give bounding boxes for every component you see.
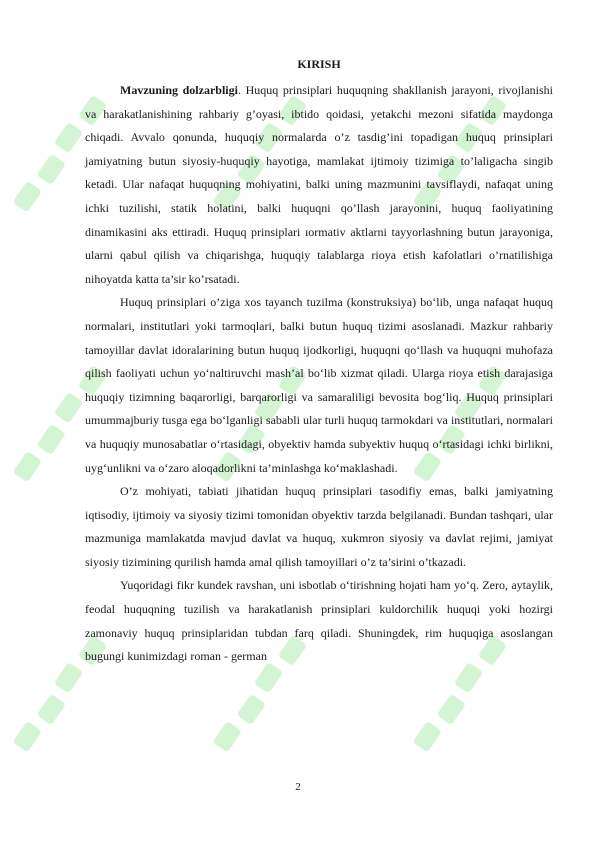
watermark-block — [212, 721, 242, 753]
paragraph-text: Huquq prinsiplari o’ziga xos tayanch tuzilma (konstruksiya) bo‘lib, unga nafaqat huquq normalari, institutlari yoki tarmoqlari, balki butun huquq tizimi asoslanadi. Mazkur rahbariy tamoyillar davlat idoralarining butun huquq ijodkorligi, huquqni qo‘llash va huquqni muhofaza qilish faoliyati uchun yo‘naltiruvchi mash’al bo‘lib xizmat qiladi. Ularga rioya etish darajasiga huquqiy tizimning baqarorligi, barqarorligi va samaraliligi bevosita bog‘liq. Huquq prinsiplari umummajburiy tusga ega bo‘lganligi sababli ular turli huquq tarmokdari va institutlari, normalari va huquqiy munosabatlar o‘rtasidagi, obyektiv hamda subyektiv huquq o‘rtasidagi ichki birlikni, uyg‘unlikni va o‘zaro aloqadorlikni ta’minlashga ko‘maklashadi. — [85, 295, 553, 475]
watermark-block — [36, 154, 66, 186]
watermark-block — [436, 694, 466, 726]
watermark-block — [54, 122, 84, 154]
document-page — [85, 56, 553, 669]
watermark-block — [12, 721, 42, 753]
paragraph-text: . Huquq prinsiplari huquqning shakllanish jarayoni, rivojlanishi va harakatlanishining rahbariy g’oyasi, ibtido qoidasi, yetakchi mezoni sifatida maydonga chiqadi. Avvalo qonunda, huquqiy normalarda o’z tasdig’ini topadigan huquq prinsiplari jamiyatning butun siyosiy-huquqiy hayotiga, mamlakat ijtimoiy tizimiga to’laligacha singib ketadi. Ular nafaqat huquqning mohiyatini, balki uning mazmunini tavsiflaydi, nafaqat uning ichki tuzilishi, statik holatini, balki huquqni qo’llash jarayonini, huquq faoliyatining dinamikasini aks ettiradi. Huquq prinsiplari ıormativ aktlarni tayyorlashning butun jarayoniga, ularni qabul qilish va chiqarishga, huquqiy talablarga rioya etish kafolatlari o’rnatilishiga nihoyatda katta ta’sir ko’rsatadi. — [85, 83, 554, 286]
watermark-block — [36, 424, 66, 456]
paragraph-history — [85, 574, 553, 668]
watermark-block — [12, 451, 42, 483]
watermark-block — [12, 181, 42, 213]
watermark-block — [54, 392, 84, 424]
paragraph-nature — [85, 480, 553, 574]
page-title: KIRISH — [297, 57, 341, 71]
watermark-block — [236, 694, 266, 726]
paragraph-text: Yuqoridagi fikr kundek ravshan, uni isbotlab o‘tirishning hojati ham yo‘q. Zero, aytaylik, feodal huquqning tuzilish va harakatlanish prinsiplari kuldorchilik huquqi yoki hozirgi zamonaviy huquq prinsiplaridan tubdan farq qiladi. Shuningdek, rim huquqiga asoslangan bugungi kunimizdagi roman - german — [85, 578, 553, 664]
watermark-block — [54, 662, 84, 694]
watermark-block — [412, 721, 442, 753]
paragraph-lead: Mavzuning dolzarbligi — [120, 83, 238, 97]
watermark-block — [36, 694, 66, 726]
paragraph-structure — [85, 291, 553, 480]
paragraph-relevance — [85, 79, 553, 291]
paragraph-text: O’z mohiyati, tabiati jihatidan huquq prinsiplari tasodifiy emas, balki jamiyatning iqtisodiy, ijtimoiy va siyosiy tizimi tomonidan obyektiv tarzda belgilanadi. Bundan tashqari, ular mazmuniga mamlakatda mavjud davlat va huquq, xukmron siyosiy va davlat rejimi, jamiyat siyosiy tizimining qurilish hamda amal qilish tamoyillari o’z ta’sirini o’tkazadi. — [85, 484, 553, 569]
page-number: 2 — [295, 781, 301, 793]
